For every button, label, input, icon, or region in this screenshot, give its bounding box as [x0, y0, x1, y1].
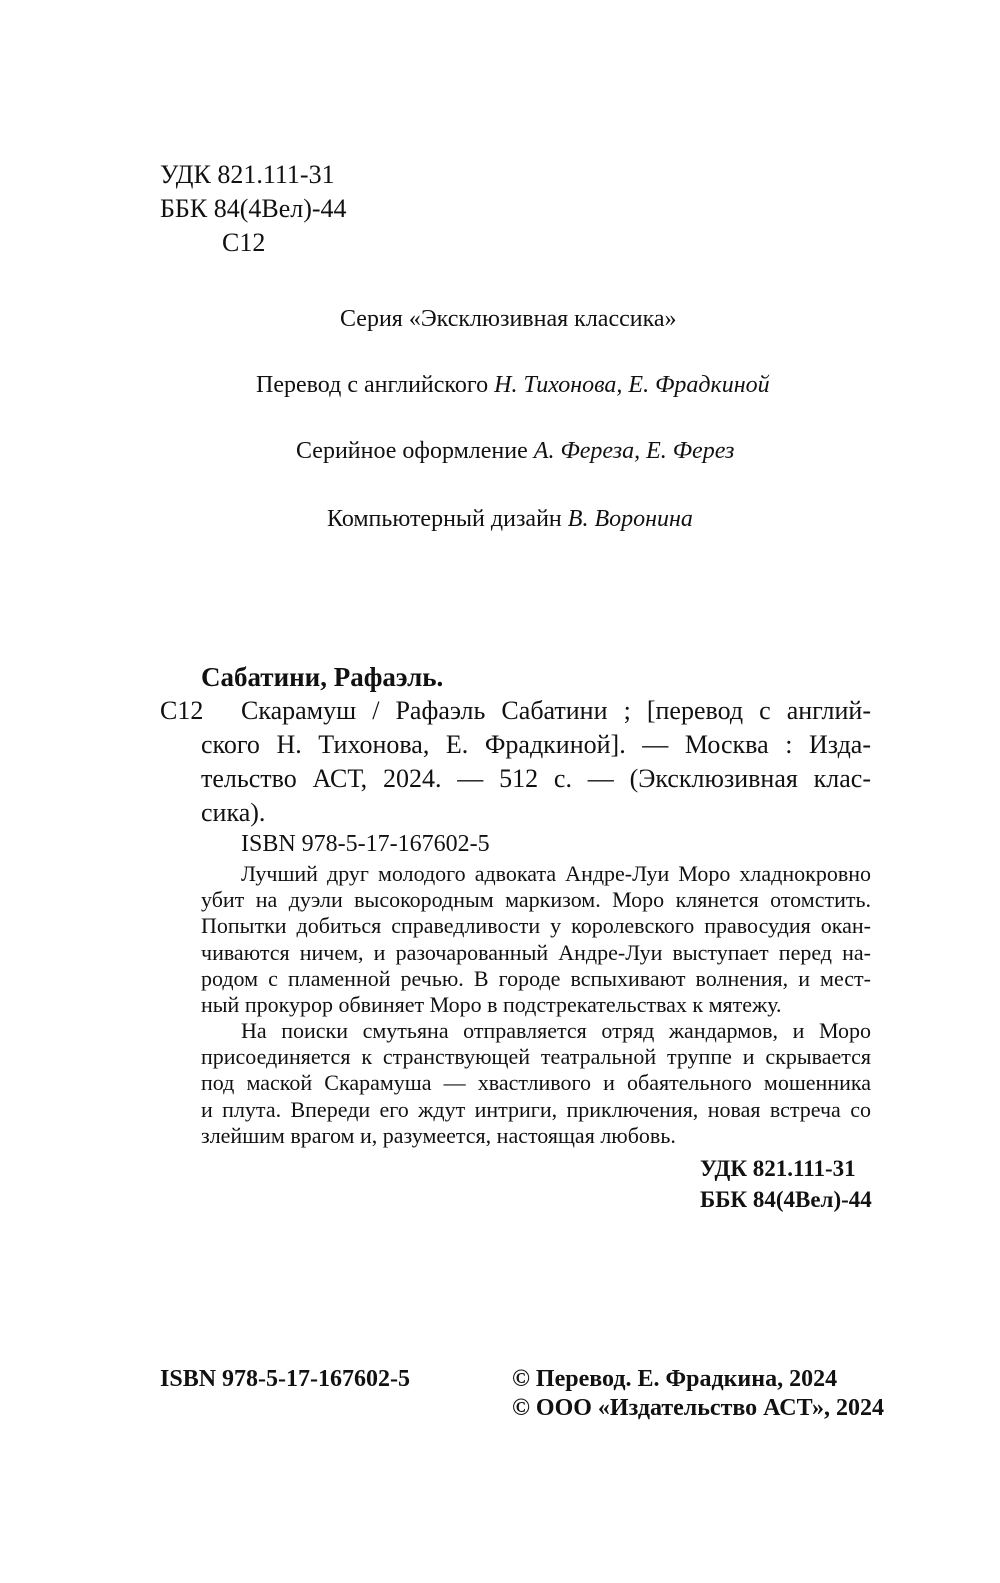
annotation-line: родом с пламенной речью. В городе вспыхивают волнения, и мест- [201, 965, 871, 991]
footer-isbn: ISBN 978-5-17-167602-5 [160, 1366, 410, 1392]
annotation-line: присоединяется к странствующей театральной труппе и скрывается [201, 1044, 871, 1070]
annotation-line: чиваются ничем, и разочарованный Андре-Луи выступает перед на- [201, 939, 871, 965]
annotation-line: На поиски смутьяна отправляется отряд жандармов, и Моро [241, 1018, 871, 1043]
series-line: Серия «Эксклюзивная классика» [340, 306, 677, 332]
annotation-line: ный прокурор обвиняет Моро в подстрекательствах к мятежу. [201, 992, 782, 1018]
annotation-line: и плута. Впереди его ждут интриги, приключения, новая встреча со [201, 1096, 871, 1122]
computer-designer: В. Воронина [567, 506, 693, 532]
annotation-line: Попытки добиться справедливости у королевского правосудия окан- [201, 913, 871, 939]
annotation-line: убит на дуэли высокородным маркизом. Моро клянется отомстить. [201, 887, 871, 913]
design-credit [296, 436, 734, 467]
catalog-entry-line-3: тельство АСТ, 2024. — 512 с. — (Эксклюзивная клас- [201, 764, 871, 793]
annotation-line: под маской Скарамуша — хвастливого и обаятельного мошенника [201, 1070, 871, 1096]
design-label: Серийное оформление [296, 438, 528, 464]
catalog-udk: УДК 821.111-31 [700, 1156, 856, 1181]
translation-credit [256, 370, 770, 401]
catalog-isbn: ISBN 978-5-17-167602-5 [241, 831, 490, 857]
translation-label: Перевод с английского [256, 372, 489, 398]
computer-design-credit [327, 504, 693, 535]
annotation-paragraph-2 [201, 1018, 871, 1149]
translators: Н. Тихонова, Е. Фрадкиной [494, 372, 770, 398]
copyright-publisher: © ООО «Издательство АСТ», 2024 [512, 1395, 885, 1421]
catalog-author-mark: С12 [160, 696, 204, 725]
catalog-entry-line-4: сика). [201, 798, 266, 827]
annotation-line: злейшим врагом и, разумеется, настоящая любовь. [201, 1122, 676, 1148]
copyright-translation: © Перевод. Е. Фрадкина, 2024 [512, 1366, 838, 1392]
catalog-entry-line-1: Скарамуш / Рафаэль Сабатини ; [перевод с англий- [241, 696, 871, 725]
catalog-entry [201, 694, 871, 830]
designers: А. Фереза, Е. Ферез [533, 438, 735, 464]
top-bbk: ББК 84(4Вел)-44 [160, 194, 347, 223]
catalog-author-heading: Сабатини, Рафаэль. [201, 662, 444, 692]
catalog-entry-line-2: ского Н. Тихонова, Е. Фрадкиной]. — Москва : Изда- [201, 730, 871, 759]
catalog-bbk: ББК 84(4Вел)-44 [700, 1187, 872, 1212]
top-author-mark: С12 [222, 228, 266, 257]
annotation-line: Лучший друг молодого адвоката Андре-Луи Моро хладнокровно [241, 861, 871, 886]
annotation-paragraph-1 [201, 861, 871, 1018]
top-udk: УДК 821.111-31 [160, 160, 335, 189]
computer-design-label: Компьютерный дизайн [327, 506, 562, 532]
